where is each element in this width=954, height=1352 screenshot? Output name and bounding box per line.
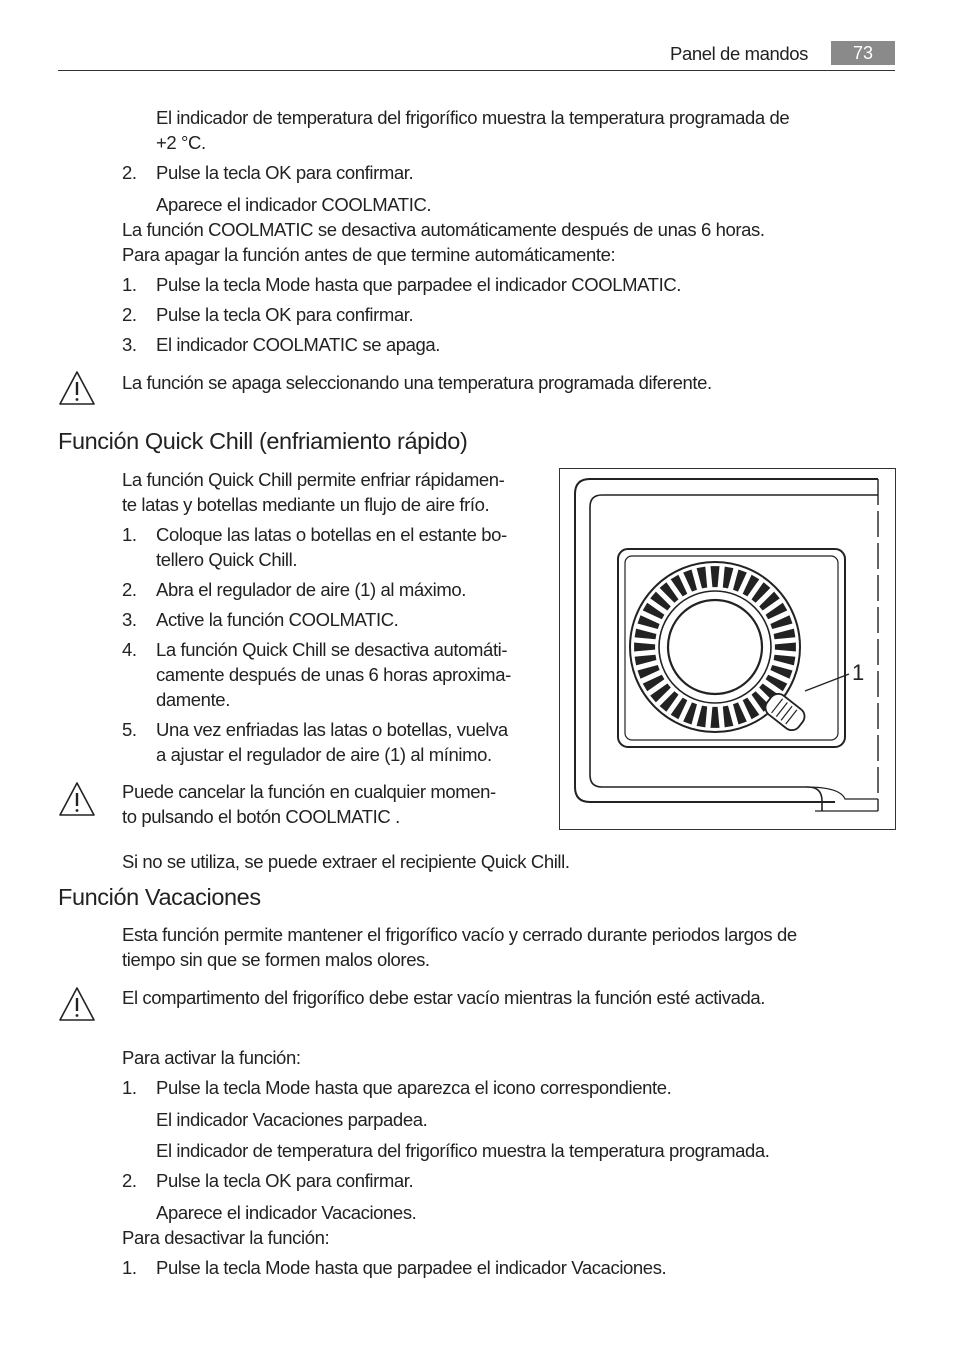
intro-text-line-1: El indicador de temperatura del frigorífico muestra la temperatura programada de	[156, 107, 790, 128]
vacaciones-intro-line-1: Esta función permite mantener el frigorífico vacío y cerrado durante periodos largos de	[122, 924, 797, 945]
vent-slot	[774, 629, 796, 640]
intro-warning-text: La función se apaga seleccionando una temperatura programada diferente.	[122, 372, 712, 393]
quick-chill-step-text: Coloque las latas o botellas en el estante bo-	[156, 524, 507, 545]
header-divider	[58, 70, 895, 71]
vacaciones-heading: Función Vacaciones	[58, 884, 261, 910]
vent-slot	[723, 706, 734, 728]
intro-list-item: Pulse la tecla OK para confirmar.	[156, 304, 414, 325]
warning-triangle-icon	[58, 986, 96, 1022]
header-section-title: Panel de mandos	[670, 43, 808, 64]
quick-chill-step-text: La función Quick Chill se desactiva automáti-	[156, 639, 508, 660]
quick-chill-step-number: 5.	[122, 719, 137, 740]
vent-slot	[683, 702, 697, 724]
vacaciones-step-text: Pulse la tecla OK para confirmar.	[156, 1170, 414, 1191]
quick-chill-step-text: damente.	[156, 689, 230, 710]
quick-chill-step-text: a ajustar el regulador de aire (1) al mínimo.	[156, 744, 492, 765]
quick-chill-step-text: camente después de unas 6 horas aproxima-	[156, 664, 511, 685]
vacaciones-activate-label: Para activar la función:	[122, 1047, 301, 1068]
intro-result-text: Aparece el indicador COOLMATIC.	[156, 194, 432, 215]
vent-slot	[635, 629, 657, 640]
quick-chill-warning-line-2: to pulsando el botón COOLMATIC .	[122, 806, 400, 827]
vent-slot	[683, 570, 697, 592]
vacaciones-step-number: 1.	[122, 1077, 137, 1098]
vacaciones-step-text: Pulse la tecla Mode hasta que parpadee el indicador Vacaciones.	[156, 1257, 667, 1278]
quick-chill-step-number: 3.	[122, 609, 137, 630]
vacaciones-step-number: 2.	[122, 1170, 137, 1191]
quick-chill-note: Si no se utiliza, se puede extraer el recipiente Quick Chill.	[122, 851, 570, 872]
intro-step-number: 2.	[122, 162, 137, 183]
vacaciones-result-text: El indicador de temperatura del frigorífico muestra la temperatura programada.	[156, 1140, 770, 1161]
quick-chill-step-text: Abra el regulador de aire (1) al máximo.	[156, 579, 466, 600]
quick-chill-step-number: 1.	[122, 524, 137, 545]
vacaciones-step-number: 1.	[122, 1257, 137, 1278]
vent-slot	[638, 665, 660, 679]
air-regulator-illustration	[559, 468, 896, 830]
intro-list-number: 2.	[122, 304, 137, 325]
vacaciones-step-text: Pulse la tecla Mode hasta que aparezca el icono correspondiente.	[156, 1077, 672, 1098]
vacaciones-deactivate-label: Para desactivar la función:	[122, 1227, 330, 1248]
intro-paragraph-2: Para apagar la función antes de que termine automáticamente:	[122, 244, 616, 265]
vent-slot	[697, 567, 708, 589]
intro-list-number: 1.	[122, 274, 137, 295]
vent-slot	[733, 702, 747, 724]
intro-list-number: 3.	[122, 334, 137, 355]
vacaciones-result-text: Aparece el indicador Vacaciones.	[156, 1202, 417, 1223]
figure-callout-label: 1	[852, 660, 865, 685]
intro-list-item: El indicador COOLMATIC se apaga.	[156, 334, 441, 355]
vent-slot	[697, 706, 708, 728]
quick-chill-step-text: tellero Quick Chill.	[156, 549, 298, 570]
vacaciones-warning-text: El compartimento del frigorífico debe estar vacío mientras la función esté activada.	[122, 987, 766, 1008]
intro-list-item: Pulse la tecla Mode hasta que parpadee el indicador COOLMATIC.	[156, 274, 682, 295]
quick-chill-intro-line-2: te latas y botellas mediante un flujo de aire frío.	[122, 494, 490, 515]
quick-chill-step-text: Una vez enfriadas las latas o botellas, vuelva	[156, 719, 508, 740]
vent-slot	[723, 567, 734, 589]
quick-chill-intro-line-1: La función Quick Chill permite enfriar rápidamen-	[122, 469, 505, 490]
quick-chill-step-number: 2.	[122, 579, 137, 600]
vent-slot	[711, 707, 720, 728]
intro-text-line-2: +2 °C.	[156, 132, 206, 153]
quick-chill-step-text: Active la función COOLMATIC.	[156, 609, 399, 630]
vent-slot	[733, 570, 747, 592]
warning-triangle-icon	[58, 370, 96, 406]
intro-paragraph-1: La función COOLMATIC se desactiva automáticamente después de unas 6 horas.	[122, 219, 765, 240]
warning-triangle-icon	[58, 781, 96, 817]
quick-chill-step-number: 4.	[122, 639, 137, 660]
vent-slot	[638, 615, 660, 629]
vent-slot	[770, 615, 792, 629]
page-number-badge: 73	[831, 41, 895, 65]
vacaciones-intro-line-2: tiempo sin que se formen malos olores.	[122, 949, 430, 970]
vent-slot	[775, 643, 796, 652]
vent-slot	[770, 665, 792, 679]
intro-step-text: Pulse la tecla OK para confirmar.	[156, 162, 414, 183]
vent-slot	[774, 655, 796, 666]
vent-slot	[635, 655, 657, 666]
vacaciones-result-text: El indicador Vacaciones parpadea.	[156, 1109, 428, 1130]
quick-chill-heading: Función Quick Chill (enfriamiento rápido)	[58, 428, 468, 454]
vent-slot	[634, 643, 655, 652]
quick-chill-warning-line-1: Puede cancelar la función en cualquier momen-	[122, 781, 496, 802]
vent-slot	[711, 566, 720, 587]
